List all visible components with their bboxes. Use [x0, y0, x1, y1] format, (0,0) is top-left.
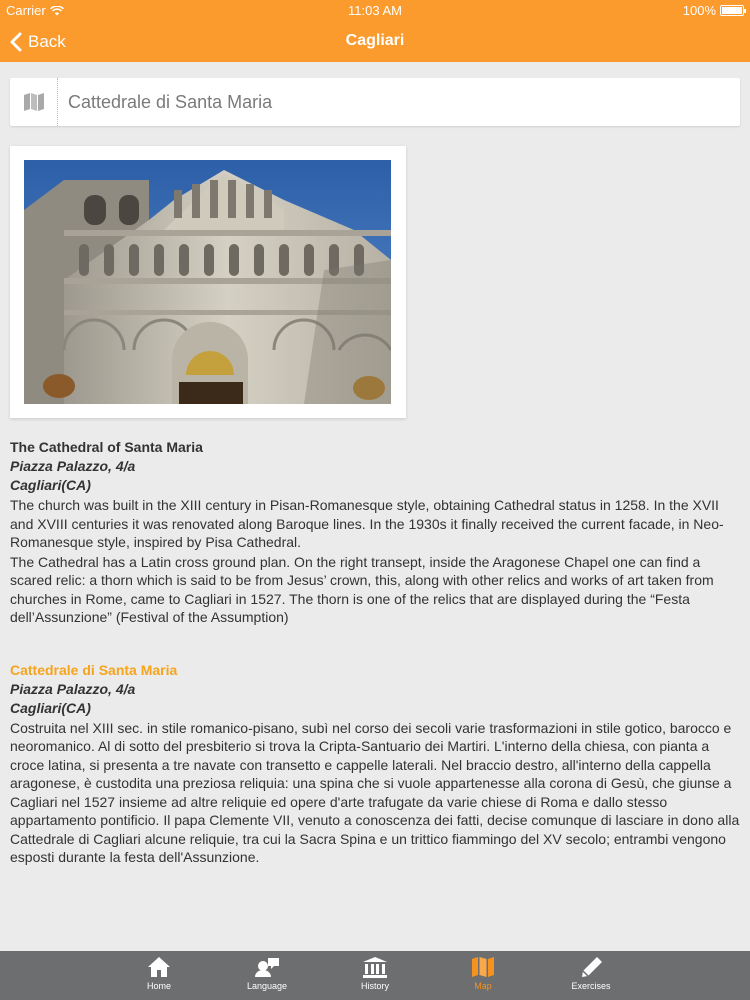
tab-language[interactable] [213, 951, 321, 1000]
italian-title: Cattedrale di Santa Maria [10, 661, 178, 678]
tab-bar [0, 951, 750, 1000]
navigation-bar [0, 22, 750, 62]
status-bar [0, 0, 750, 22]
tab-history[interactable] [321, 951, 429, 1000]
english-paragraph-2: The Cathedral has a Latin cross ground plan. On the right transept, inside the Aragonese Chapel one can find a scared relic: a thorn which is said to be from Jesus’ crown, this, along with other relics and works of art taken from churches in Rome, came to Cagliari in 1527. The thorn is one of the relics that are displayed during the “Festa dell’Assunzione” (Festival of the Assumption) [10, 553, 714, 625]
english-section [10, 438, 740, 627]
battery-icon [720, 5, 744, 16]
cathedral-photo [24, 160, 391, 404]
tab-language-label: Language [246, 981, 288, 991]
english-city: Cagliari(CA) [10, 477, 91, 493]
map-icon [23, 92, 45, 112]
battery-indicator [683, 3, 744, 18]
home-icon [147, 956, 171, 978]
italian-paragraph: Costruita nel XIII sec. in stile romanico-pisano, subì nel corso dei secoli varie trasformazioni in stile gotico, barocco e neoromanico. Al di sotto del presbiterio si trova la Cripta-Santuario dei Martiri. L'interno della chiesa, con pianta a croce latina, si presenta a tre navate con transetto e cappelle laterali. Nel braccio destro, all'interno della cappella aragonese, è custodita una preziosa reliquia: una spina che si vuole appartenesse alla corona di Gesù, che giunse a Cagliari nel 1527 insieme ad altre reliquie ed opere d'arte trafugate da varie chiese di Roma e dallo stesso appartamento pontificio. Il papa Clemente VII, venuto a conoscenza dei fatti, decise comunque di lasciare in dono alla Cattedrale di Cagliari alcune reliquie, tra cui la Sacra Spina e un trittico fiammingo del XV secolo; entrambi vengono esposti durante la festa dell'Assunzione. [10, 719, 740, 865]
place-header [10, 78, 740, 126]
english-title: The Cathedral of Santa Maria [10, 439, 203, 455]
status-time: 11:03 AM [348, 3, 402, 18]
italian-section [10, 661, 740, 867]
tab-home-label: Home [146, 981, 171, 991]
tab-map-label: Map [474, 981, 492, 991]
tab-map[interactable] [429, 951, 537, 1000]
english-paragraph-1: The church was built in the XIII century in Pisan-Romanesque style, obtaining Cathedral status in 1258. In the XVII and XVIII centuries it was renovated along Baroque lines. In the 1930s it finally received the current facade, in Neo-Romanesque style, inspired by Pisa Cathedral. [10, 497, 724, 550]
italian-city: Cagliari(CA) [10, 699, 91, 716]
tab-history-label: History [360, 981, 389, 991]
back-label: Back [28, 32, 66, 51]
page-title: Cagliari [345, 32, 405, 49]
photo-card [10, 146, 406, 418]
tab-exercises[interactable] [537, 951, 645, 1000]
place-map-button[interactable] [10, 78, 58, 126]
battery-percent: 100% [682, 3, 716, 18]
tab-exercises-label: Exercises [571, 981, 611, 991]
language-icon [254, 956, 280, 978]
carrier-label: Carrier [6, 3, 46, 18]
history-icon [362, 956, 388, 978]
map-icon [471, 956, 495, 978]
description-content [10, 438, 740, 867]
pencil-icon [579, 956, 603, 978]
italian-address: Piazza Palazzo, 4/a [10, 680, 136, 697]
english-address: Piazza Palazzo, 4/a [10, 458, 136, 474]
place-name: Cattedrale di Santa Maria [68, 91, 273, 112]
tab-home[interactable] [105, 951, 213, 1000]
